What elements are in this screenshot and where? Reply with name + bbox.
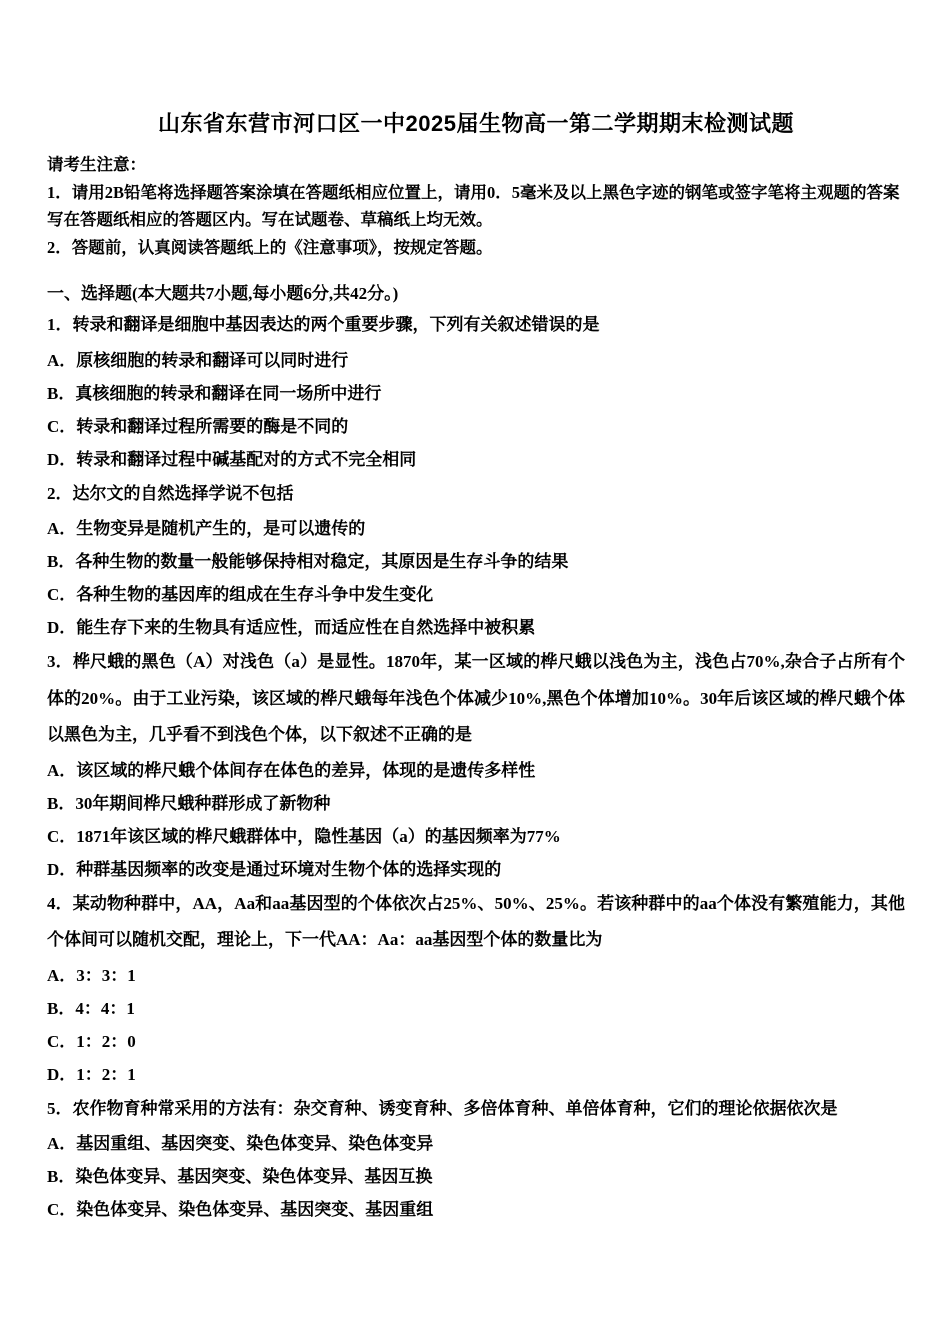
question-3: [47, 644, 905, 886]
question-stem: 2．达尔文的自然选择学说不包括: [47, 483, 294, 503]
question-option-b: B．真核细胞的转录和翻译在同一场所中进行: [47, 383, 382, 403]
page-title: 山东省东营市河口区一中2025届生物高一第二学期期末检测试题: [158, 111, 794, 136]
question-option-b: B．30年期间桦尺蛾种群形成了新物种: [47, 793, 331, 813]
question-1: [47, 307, 905, 476]
question-option-d: D．1：2：1: [47, 1064, 136, 1084]
question-option-a: A．该区域的桦尺蛾个体间存在体色的差异，体现的是遗传多样性: [47, 760, 536, 780]
question-5: [47, 1091, 905, 1227]
notice-heading: 请考生注意：: [47, 155, 146, 174]
question-option-b: B．染色体变异、基因突变、染色体变异、基因互换: [47, 1167, 433, 1186]
question-4: [47, 886, 905, 1091]
question-option-d: D．种群基因频率的改变是通过环境对生物个体的选择实现的: [47, 859, 502, 879]
question-option-b: B．各种生物的数量一般能够保持相对稳定，其原因是生存斗争的结果: [47, 552, 569, 571]
question-stem: 4．某动物种群中，AA，Aa和aa基因型的个体依次占25%、50%、25%。若该种群中的aa个体没有繁殖能力，其他个体间可以随机交配，理论上，下一代AA：Aa：aa基因型个体的数量比为: [47, 893, 905, 949]
question-option-b: B．4：4：1: [47, 998, 135, 1018]
question-option-a: A．3：3：1: [47, 965, 136, 985]
question-option-a: A．生物变异是随机产生的，是可以遗传的: [47, 519, 366, 538]
question-option-d: D．转录和翻译过程中碱基配对的方式不完全相同: [47, 449, 417, 469]
question-stem: 1．转录和翻译是细胞中基因表达的两个重要步骤，下列有关叙述错误的是: [47, 315, 600, 334]
question-option-c: C．染色体变异、染色体变异、基因突变、基因重组: [47, 1200, 434, 1219]
question-2: [47, 476, 905, 645]
candidate-notice: [47, 151, 905, 261]
question-option-c: C．各种生物的基因库的组成在生存斗争中发生变化: [47, 585, 434, 604]
question-option-c: C．1871年该区域的桦尺蛾群体中，隐性基因（a）的基因频率为77%: [47, 826, 561, 846]
question-option-a: A．基因重组、基因突变、染色体变异、染色体变异: [47, 1134, 434, 1153]
question-stem: 3．桦尺蛾的黑色（A）对浅色（a）是显性。1870年，某一区域的桦尺蛾以浅色为主，浅色占70%,杂合子占所有个体的20%。由于工业污染，该区域的桦尺蛾每年浅色个体减少10%,黑色个体增加10%。30年后该区域的桦尺蛾个体以黑色为主，几乎看不到浅色个体，以下叙述不正确的是: [47, 652, 905, 744]
question-option-c: C．1：2：0: [47, 1031, 136, 1051]
question-stem: 5．农作物育种常采用的方法有：杂交育种、诱变育种、多倍体育种、单倍体育种，它们的理论依据依次是: [47, 1098, 838, 1118]
notice-item: 1．请用2B铅笔将选择题答案涂填在答题纸相应位置上，请用0．5毫米及以上黑色字迹的钢笔或签字笔将主观题的答案写在答题纸相应的答题区内。写在试题卷、草稿纸上均无效。: [47, 182, 900, 229]
question-option-d: D．能生存下来的生物具有适应性，而适应性在自然选择中被积累: [47, 618, 536, 637]
notice-item: 2．答题前，认真阅读答题纸上的《注意事项》，按规定答题。: [47, 237, 493, 257]
section-header-choice-questions: 一、选择题(本大题共7小题,每小题6分,共42分。): [47, 284, 399, 303]
question-option-c: C．转录和翻译过程所需要的酶是不同的: [47, 416, 349, 436]
question-option-a: A．原核细胞的转录和翻译可以同时进行: [47, 350, 349, 370]
